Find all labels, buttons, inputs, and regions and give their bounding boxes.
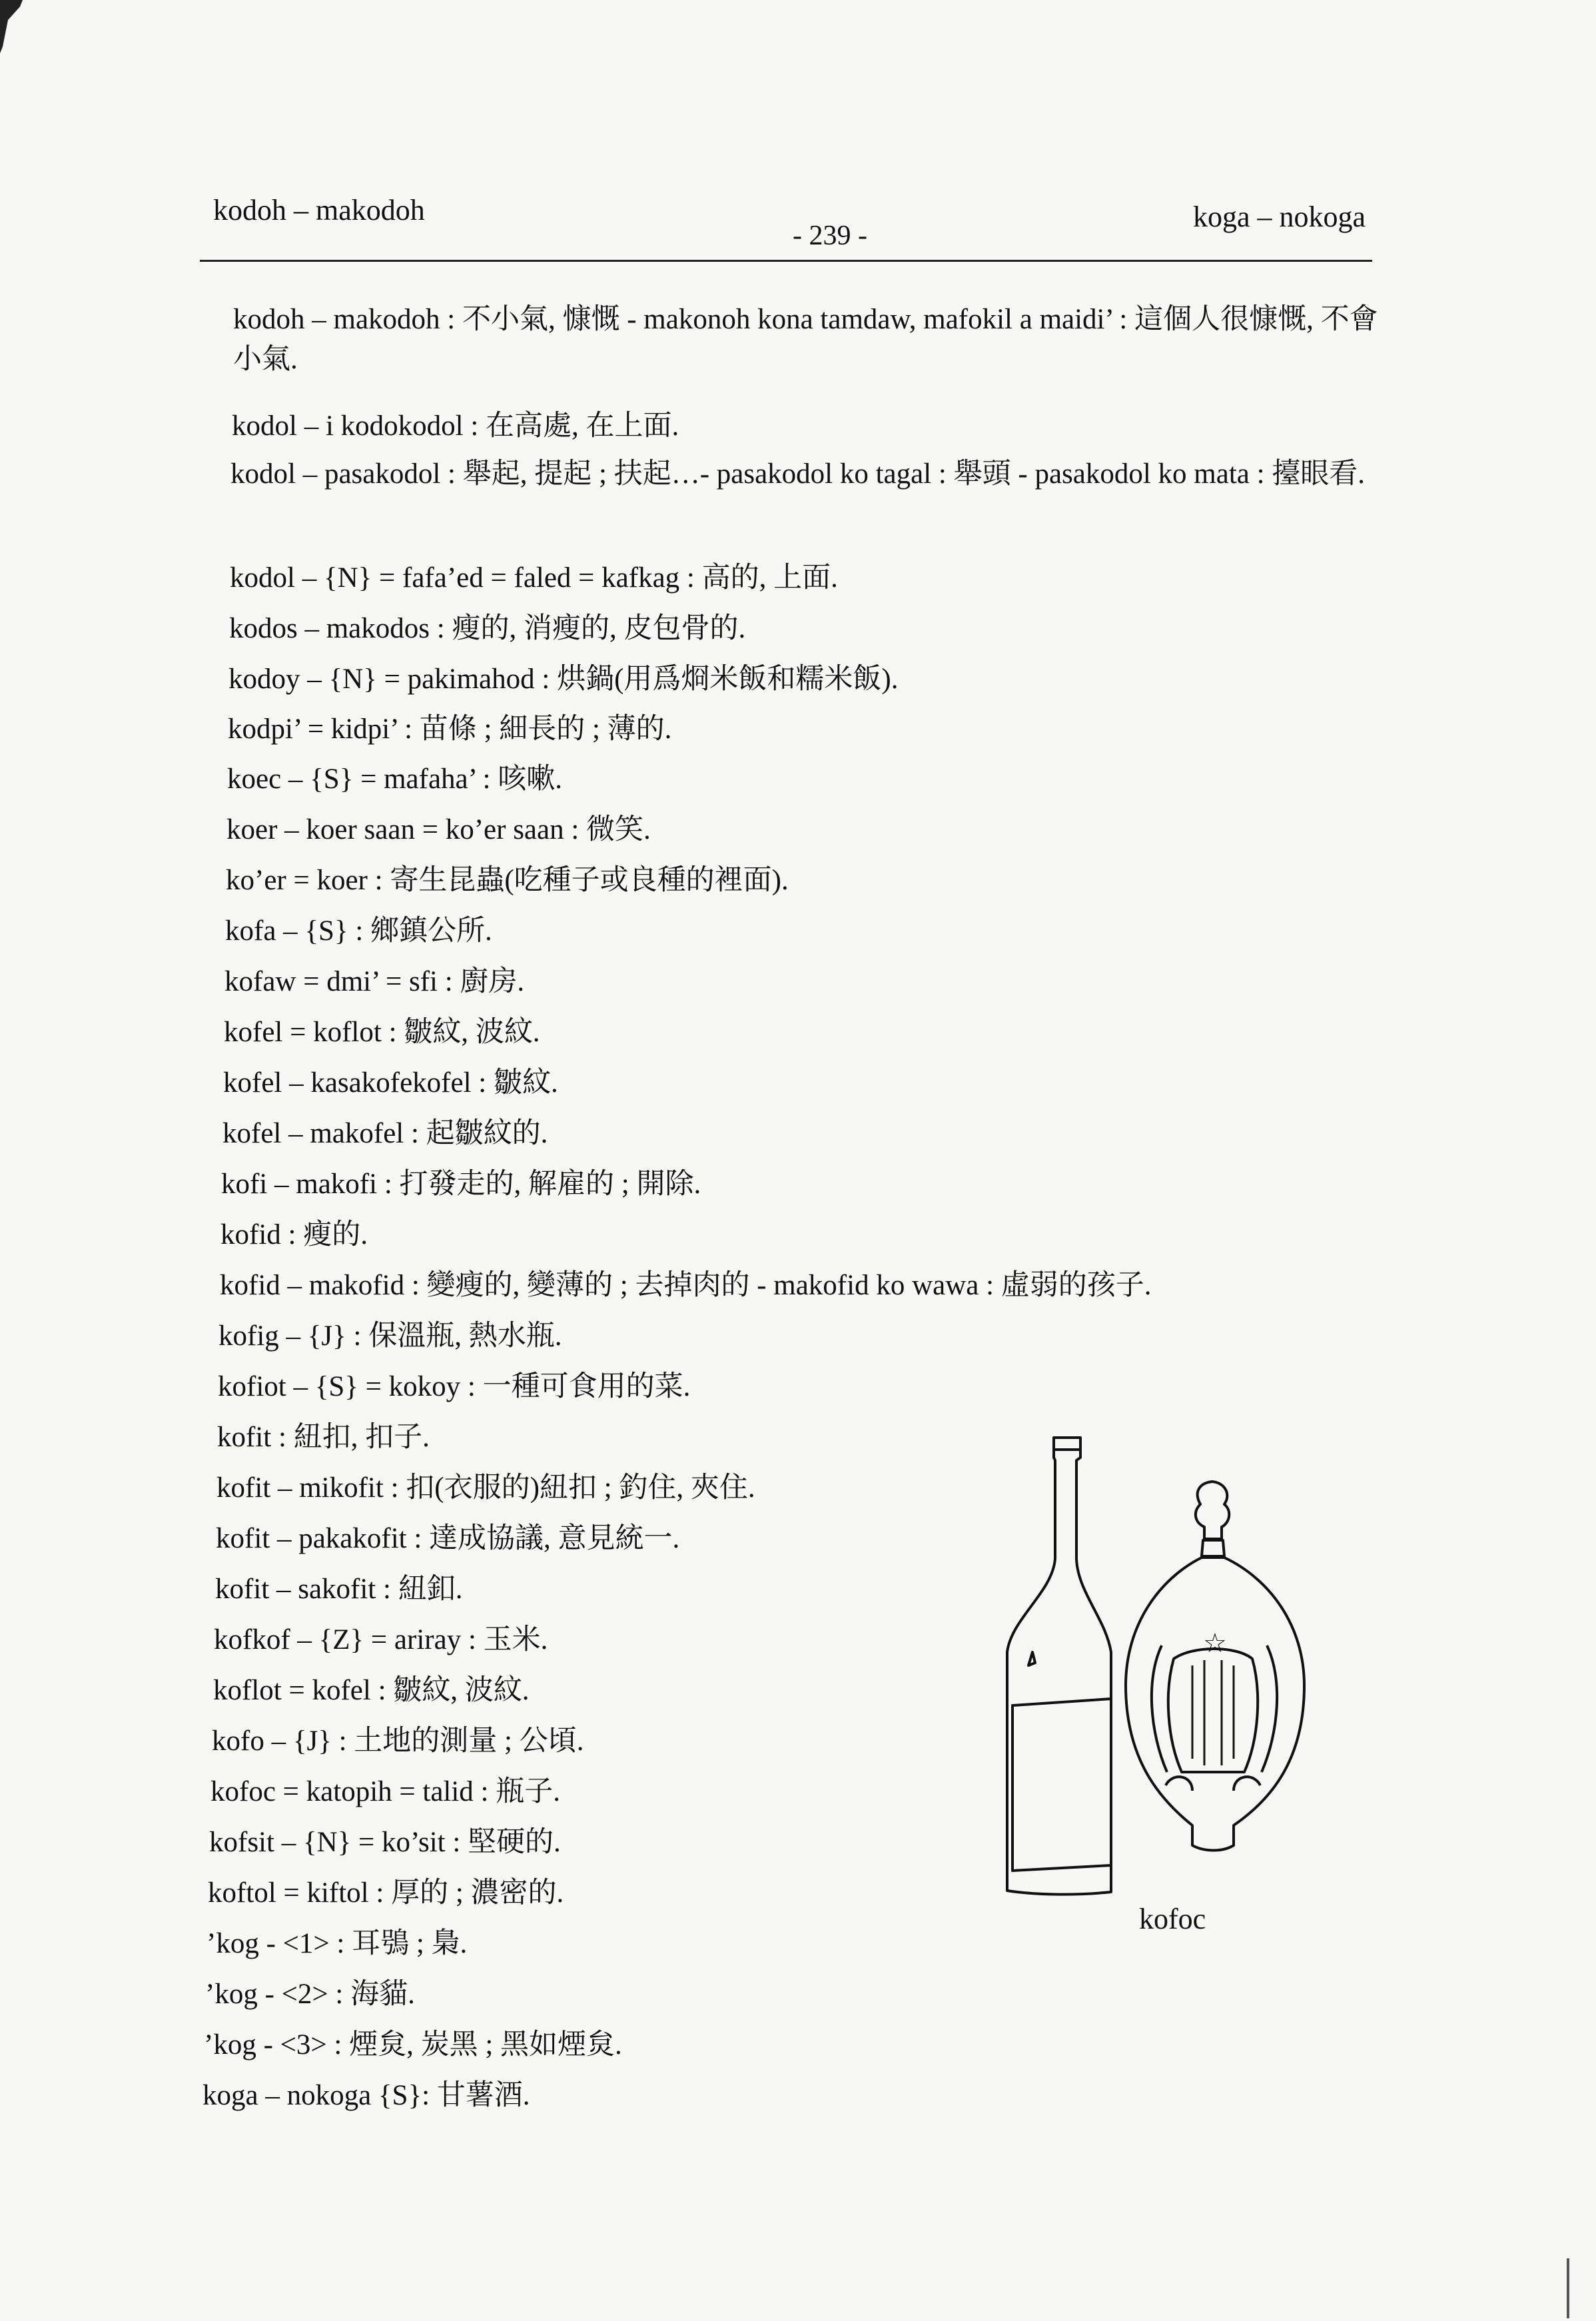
entry: kodoh – makodoh : 不小氣, 慷慨 - makonoh kona tamdaw, mafokil a maidi’ : 這個人很慷慨, 不會小氣.	[233, 304, 1378, 375]
entry: kodos – makodos : 瘦的, 消瘦的, 皮包骨的.	[229, 613, 746, 644]
entry: kofig – {J} : 保溫瓶, 熱水瓶.	[218, 1320, 562, 1352]
header-guide-word-left: kodoh – makodoh	[213, 194, 425, 227]
entry: ’kog - <1> : 耳鴞 ; 梟.	[206, 1928, 468, 1959]
entry: kofid : 瘦的.	[220, 1219, 368, 1250]
entry: kofel – kasakofekofel : 皺紋.	[223, 1067, 558, 1099]
entry: koga – nokoga {S}: 甘薯酒.	[202, 2080, 530, 2111]
entry: kofkof – {Z} = ariray : 玉米.	[214, 1624, 548, 1655]
entry: kofel = koflot : 皺紋, 波紋.	[224, 1017, 540, 1048]
round-bottle-drawing	[1126, 1482, 1304, 1851]
scan-corner-mark	[0, 0, 27, 53]
entry: ’kog - <3> : 煙炱, 炭黑 ; 黑如煙炱.	[204, 2029, 622, 2061]
tall-bottle-drawing	[1007, 1438, 1111, 1895]
page-number: - 239 -	[793, 221, 867, 251]
entry: kofi – makofi : 打發走的, 解雇的 ; 開除.	[221, 1168, 701, 1200]
entry: kodol – {N} = fafa’ed = faled = kafkag : 高的, 上面.	[230, 562, 838, 594]
figure-caption: kofoc	[1139, 1903, 1206, 1935]
entry: kofid – makofid : 變瘦的, 變薄的 ; 去掉肉的 - makofid ko wawa : 虛弱的孩子.	[220, 1270, 1152, 1301]
entry: kofel – makofel : 起皺紋的.	[222, 1118, 548, 1149]
entry: koer – koer saan = ko’er saan : 微笑.	[226, 814, 651, 845]
kofoc-bottles-illustration	[993, 1426, 1366, 1905]
entry: kofoc = katopih = talid : 瓶子.	[210, 1776, 561, 1807]
entry: koflot = kofel : 皺紋, 波紋.	[213, 1675, 530, 1706]
entry: ko’er = koer : 寄生昆蟲(吃種子或良種的裡面).	[226, 865, 789, 896]
header-rule	[200, 260, 1372, 262]
entry: kofa – {S} : 鄉鎮公所.	[225, 915, 492, 947]
entry: kodoy – {N} = pakimahod : 烘鍋(用爲烱米飯和糯米飯).	[228, 664, 899, 695]
scan-edge-mark	[1567, 2258, 1569, 2318]
entry: kofsit – {N} = ko’sit : 堅硬的.	[209, 1827, 561, 1858]
entry: koec – {S} = mafaha’ : 咳嗽.	[227, 763, 562, 795]
page-header	[213, 187, 1366, 280]
entry: ’kog - <2> : 海貓.	[205, 1979, 415, 2010]
entry: kodol – pasakodol : 舉起, 提起 ; 扶起…- pasakodol ko tagal : 舉頭 - pasakodol ko mata : 擡眼看.	[230, 458, 1366, 490]
entry: kofiot – {S} = kokoy : 一種可食用的菜.	[218, 1371, 691, 1402]
entry: kofit : 紐扣, 扣子.	[217, 1422, 430, 1453]
header-guide-word-right: koga – nokoga	[1192, 201, 1366, 233]
bottle-logo-star: ☆	[1203, 1628, 1227, 1659]
entry: kofit – sakofit : 紐釦.	[215, 1574, 463, 1605]
entry: kodpi’ = kidpi’ : 苗條 ; 細長的 ; 薄的.	[228, 713, 672, 745]
entry: koftol = kiftol : 厚的 ; 濃密的.	[208, 1877, 564, 1909]
entry: kofo – {J} : 土地的測量 ; 公頃.	[212, 1725, 584, 1757]
entry: kodol – i kodokodol : 在高處, 在上面.	[232, 410, 679, 442]
entry: kofit – pakakofit : 達成協議, 意見統一.	[216, 1523, 680, 1554]
entry: kofaw = dmi’ = sfi : 廚房.	[224, 966, 525, 997]
entry: kofit – mikofit : 扣(衣服的)紐扣 ; 釣住, 夾住.	[216, 1472, 755, 1504]
